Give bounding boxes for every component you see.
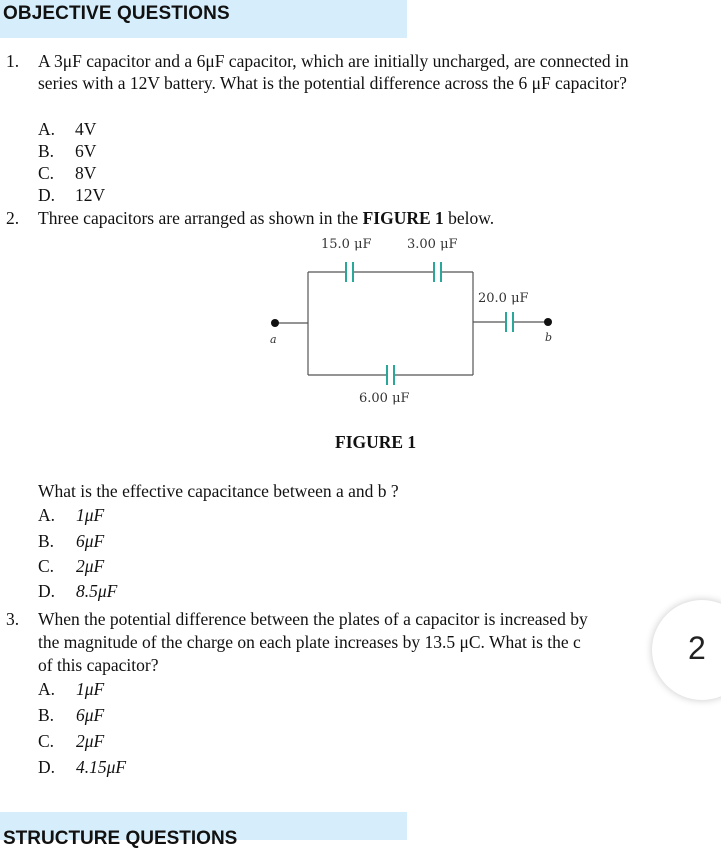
question-text: of this capacitor? xyxy=(38,655,159,675)
figure-caption: FIGURE 1 xyxy=(335,432,417,452)
figure-reference: FIGURE 1 xyxy=(362,208,444,228)
option-text: 4V xyxy=(75,119,97,139)
question-number: 3. xyxy=(6,609,20,629)
page-indicator-number: 2 xyxy=(688,630,706,666)
option-text: 6μF xyxy=(76,531,105,551)
question-text: series with a 12V battery. What is the potential difference across the 6 μF capacitor? xyxy=(38,73,627,93)
capacitor-label-3uF: 3.00 μF xyxy=(407,237,458,252)
question-text-prefix: Three capacitors are arranged as shown in the xyxy=(38,208,363,228)
option-text: 8.5μF xyxy=(76,581,118,601)
next-section-title: STRUCTURE QUESTIONS xyxy=(3,828,238,849)
option-letter: A. xyxy=(38,679,56,699)
capacitor-label-6uF: 6.00 μF xyxy=(359,391,410,406)
capacitor-label-20uF: 20.0 μF xyxy=(478,291,529,306)
option-text: 12V xyxy=(75,185,106,205)
option-letter: C. xyxy=(38,556,55,576)
question-text-suffix: below. xyxy=(443,208,495,228)
section-title: OBJECTIVE QUESTIONS xyxy=(3,3,230,24)
question-text: What is the effective capacitance between a and b ? xyxy=(38,481,399,501)
question-text: A 3μF capacitor and a 6μF capacitor, which are initially uncharged, are connected in xyxy=(38,51,629,71)
option-letter: A. xyxy=(38,119,56,139)
option-letter: A. xyxy=(38,505,56,525)
option-text: 2μF xyxy=(76,731,105,751)
option-letter: C. xyxy=(38,731,55,751)
question-number: 1. xyxy=(6,51,20,71)
option-text: 6μF xyxy=(76,705,105,725)
capacitor-label-15uF: 15.0 μF xyxy=(321,237,372,252)
node-b xyxy=(544,318,552,326)
option-letter: B. xyxy=(38,705,55,725)
option-text: 6V xyxy=(75,141,97,161)
option-letter: D. xyxy=(38,185,56,205)
node-a xyxy=(271,319,279,327)
question-text: the magnitude of the charge on each plate increases by 13.5 μC. What is the c xyxy=(38,632,581,652)
option-letter: B. xyxy=(38,531,55,551)
option-text: 1μF xyxy=(76,505,105,525)
node-a-label: a xyxy=(270,333,277,346)
option-letter: C. xyxy=(38,163,55,183)
option-text: 8V xyxy=(75,163,97,183)
question-text: When the potential difference between the plates of a capacitor is increased by xyxy=(38,609,588,629)
option-text: 1μF xyxy=(76,679,105,699)
option-letter: D. xyxy=(38,757,56,777)
question-number: 2. xyxy=(6,208,20,228)
option-letter: B. xyxy=(38,141,55,161)
option-letter: D. xyxy=(38,581,56,601)
option-text: 4.15μF xyxy=(76,757,127,777)
node-b-label: b xyxy=(545,331,553,344)
option-text: 2μF xyxy=(76,556,105,576)
